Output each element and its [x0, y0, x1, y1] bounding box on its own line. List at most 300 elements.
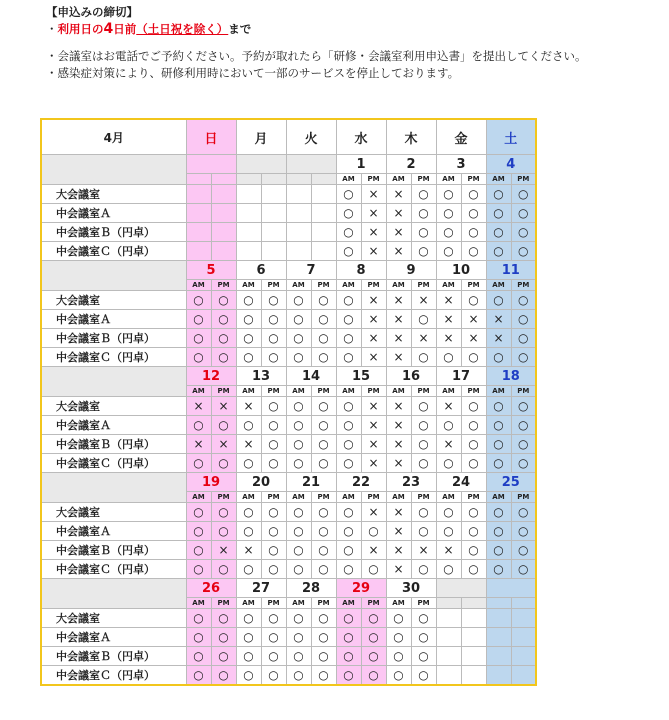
room-availability-row: [41, 291, 536, 310]
availability-slot: [186, 185, 211, 204]
date-cell: 30: [386, 579, 436, 598]
availability-slot: ○: [486, 522, 511, 541]
room-availability-row: [41, 435, 536, 454]
availability-slot: ○: [236, 628, 261, 647]
availability-slot: ○: [186, 454, 211, 473]
availability-slot: ×: [386, 329, 411, 348]
availability-slot: ○: [261, 397, 286, 416]
room-availability-row: [41, 541, 536, 560]
date-cell: 3: [436, 155, 486, 174]
pm-label: PM: [211, 280, 236, 291]
availability-slot: ○: [211, 416, 236, 435]
availability-slot: ○: [261, 541, 286, 560]
availability-slot: ○: [361, 560, 386, 579]
availability-slot: ○: [486, 416, 511, 435]
date-cell: 26: [186, 579, 236, 598]
availability-slot: ×: [236, 397, 261, 416]
availability-slot: ○: [286, 522, 311, 541]
date-cell: [436, 579, 486, 598]
date-cell: 21: [286, 473, 336, 492]
availability-slot: ○: [436, 185, 461, 204]
availability-slot: [511, 609, 536, 628]
availability-slot: ×: [436, 541, 461, 560]
availability-slot: [311, 204, 336, 223]
am-label: AM: [286, 598, 311, 609]
am-label: AM: [386, 492, 411, 503]
availability-slot: ○: [511, 204, 536, 223]
pm-label: PM: [261, 492, 286, 503]
availability-slot: ○: [361, 666, 386, 686]
availability-slot: ×: [436, 435, 461, 454]
am-label: AM: [286, 280, 311, 291]
week-label-cell: [41, 261, 186, 291]
availability-slot: ○: [311, 628, 336, 647]
availability-slot: ○: [386, 666, 411, 686]
availability-slot: ×: [386, 291, 411, 310]
date-cell: 17: [436, 367, 486, 386]
availability-slot: ○: [486, 291, 511, 310]
date-cell: 22: [336, 473, 386, 492]
availability-slot: [311, 242, 336, 261]
date-cell: 18: [486, 367, 536, 386]
am-label: AM: [336, 598, 361, 609]
availability-slot: [261, 185, 286, 204]
availability-slot: ○: [411, 503, 436, 522]
availability-slot: ○: [461, 348, 486, 367]
availability-slot: ×: [211, 397, 236, 416]
pm-label: PM: [361, 174, 386, 185]
availability-slot: ○: [486, 185, 511, 204]
availability-slot: ×: [436, 329, 461, 348]
availability-slot: ×: [386, 560, 411, 579]
availability-slot: ○: [261, 628, 286, 647]
room-name: 中会議室Ａ: [41, 522, 186, 541]
room-name: 中会議室Ｂ（円卓）: [41, 329, 186, 348]
availability-slot: [311, 185, 336, 204]
date-cell: 13: [236, 367, 286, 386]
availability-slot: ○: [236, 348, 261, 367]
am-label: AM: [436, 280, 461, 291]
room-availability-row: [41, 454, 536, 473]
availability-slot: ○: [486, 242, 511, 261]
availability-slot: ○: [261, 416, 286, 435]
pm-label: PM: [511, 174, 536, 185]
availability-slot: ○: [411, 397, 436, 416]
availability-slot: ○: [311, 291, 336, 310]
am-label: AM: [336, 280, 361, 291]
availability-slot: ○: [186, 541, 211, 560]
room-availability-row: [41, 522, 536, 541]
availability-slot: ○: [211, 647, 236, 666]
availability-slot: ○: [411, 522, 436, 541]
am-label: AM: [386, 174, 411, 185]
availability-slot: ○: [511, 310, 536, 329]
availability-slot: ×: [361, 541, 386, 560]
am-label: AM: [336, 386, 361, 397]
availability-slot: ×: [236, 435, 261, 454]
availability-slot: ×: [361, 223, 386, 242]
availability-slot: ○: [361, 522, 386, 541]
availability-slot: ○: [211, 628, 236, 647]
date-cell: 19: [186, 473, 236, 492]
pm-label: PM: [411, 280, 436, 291]
availability-slot: ○: [186, 503, 211, 522]
availability-slot: ○: [461, 223, 486, 242]
availability-slot: [211, 242, 236, 261]
availability-slot: ○: [236, 609, 261, 628]
availability-slot: ○: [261, 435, 286, 454]
availability-slot: ○: [336, 185, 361, 204]
availability-slot: [461, 647, 486, 666]
availability-slot: ○: [286, 503, 311, 522]
availability-slot: ×: [386, 503, 411, 522]
pm-label: PM: [211, 598, 236, 609]
availability-slot: ○: [386, 628, 411, 647]
availability-slot: [286, 185, 311, 204]
availability-slot: ○: [286, 666, 311, 686]
availability-slot: ○: [436, 454, 461, 473]
deadline-exclusion: （土日祝を除く）: [136, 22, 229, 36]
availability-slot: ○: [486, 204, 511, 223]
am-label: AM: [486, 280, 511, 291]
availability-slot: [486, 609, 511, 628]
availability-slot: ○: [236, 647, 261, 666]
date-cell: 5: [186, 261, 236, 280]
date-cell: 29: [336, 579, 386, 598]
availability-slot: ○: [186, 348, 211, 367]
availability-slot: [261, 223, 286, 242]
room-name: 中会議室Ｂ（円卓）: [41, 435, 186, 454]
availability-slot: [236, 223, 261, 242]
availability-slot: ○: [336, 560, 361, 579]
availability-slot: ○: [286, 416, 311, 435]
deadline-bullet: ・: [46, 22, 58, 36]
availability-slot: [511, 628, 536, 647]
pm-label: PM: [511, 280, 536, 291]
availability-slot: ○: [511, 435, 536, 454]
date-cell: 24: [436, 473, 486, 492]
availability-slot: ○: [186, 560, 211, 579]
pm-label: PM: [461, 386, 486, 397]
availability-slot: ○: [486, 454, 511, 473]
availability-slot: ○: [286, 291, 311, 310]
availability-slot: ○: [411, 560, 436, 579]
availability-slot: ○: [311, 435, 336, 454]
availability-slot: ×: [411, 541, 436, 560]
availability-slot: ○: [311, 647, 336, 666]
availability-slot: [486, 628, 511, 647]
room-availability-row: [41, 609, 536, 628]
availability-slot: ○: [486, 503, 511, 522]
pm-label: PM: [261, 598, 286, 609]
weekday-header: 木: [386, 119, 436, 155]
am-label: AM: [336, 174, 361, 185]
availability-slot: ○: [236, 503, 261, 522]
availability-slot: ×: [361, 348, 386, 367]
room-availability-row: [41, 242, 536, 261]
availability-slot: ○: [486, 348, 511, 367]
availability-slot: ○: [411, 454, 436, 473]
availability-slot: ○: [461, 204, 486, 223]
availability-slot: [286, 242, 311, 261]
availability-slot: ×: [386, 204, 411, 223]
availability-slot: ○: [336, 348, 361, 367]
availability-slot: [186, 223, 211, 242]
availability-slot: ×: [211, 435, 236, 454]
availability-slot: ○: [211, 348, 236, 367]
availability-slot: ○: [236, 454, 261, 473]
availability-slot: [511, 666, 536, 686]
room-name: 大会議室: [41, 609, 186, 628]
room-availability-row: [41, 647, 536, 666]
availability-slot: ○: [261, 609, 286, 628]
am-label: AM: [386, 280, 411, 291]
date-cell: 20: [236, 473, 286, 492]
week-1-date-row: [41, 155, 536, 174]
availability-slot: ○: [311, 560, 336, 579]
room-name: 中会議室Ａ: [41, 628, 186, 647]
availability-slot: ×: [386, 348, 411, 367]
availability-slot: ×: [361, 397, 386, 416]
date-cell: [236, 155, 286, 174]
room-availability-row: [41, 329, 536, 348]
room-availability-row: [41, 310, 536, 329]
availability-slot: ○: [186, 416, 211, 435]
availability-slot: ○: [186, 628, 211, 647]
availability-slot: ×: [361, 291, 386, 310]
availability-slot: ○: [511, 185, 536, 204]
pm-label: PM: [461, 174, 486, 185]
availability-slot: [261, 242, 286, 261]
availability-slot: ○: [186, 310, 211, 329]
availability-slot: ○: [511, 291, 536, 310]
deadline-heading: 【申込みの締切】: [46, 5, 138, 19]
am-label: AM: [486, 174, 511, 185]
availability-slot: ○: [511, 348, 536, 367]
room-availability-row: [41, 348, 536, 367]
availability-slot: ○: [311, 348, 336, 367]
availability-slot: ×: [361, 329, 386, 348]
availability-slot: ○: [211, 560, 236, 579]
am-label: AM: [236, 386, 261, 397]
date-cell: 27: [236, 579, 286, 598]
week-label-cell: [41, 473, 186, 503]
availability-slot: ○: [436, 522, 461, 541]
availability-slot: ○: [336, 435, 361, 454]
room-name: 中会議室Ｂ（円卓）: [41, 647, 186, 666]
availability-slot: ○: [236, 666, 261, 686]
availability-slot: [436, 666, 461, 686]
deadline-line: [46, 21, 587, 38]
availability-slot: ×: [386, 397, 411, 416]
availability-slot: ○: [461, 503, 486, 522]
availability-slot: ○: [211, 503, 236, 522]
availability-slot: [286, 204, 311, 223]
availability-slot: ○: [336, 242, 361, 261]
date-cell: 8: [336, 261, 386, 280]
availability-slot: ○: [486, 397, 511, 416]
availability-slot: ○: [261, 329, 286, 348]
pm-label: PM: [411, 386, 436, 397]
pm-label: [311, 174, 336, 185]
availability-slot: ○: [261, 503, 286, 522]
availability-slot: ○: [511, 397, 536, 416]
availability-slot: ○: [236, 416, 261, 435]
availability-slot: [286, 223, 311, 242]
availability-slot: ○: [236, 329, 261, 348]
pm-label: PM: [311, 386, 336, 397]
availability-slot: [461, 609, 486, 628]
date-cell: 28: [286, 579, 336, 598]
availability-slot: ○: [186, 329, 211, 348]
availability-slot: ○: [411, 435, 436, 454]
availability-slot: ○: [336, 310, 361, 329]
availability-slot: ○: [286, 397, 311, 416]
am-label: AM: [236, 492, 261, 503]
availability-slot: ○: [411, 416, 436, 435]
availability-slot: ○: [411, 223, 436, 242]
availability-slot: [461, 666, 486, 686]
room-name: 大会議室: [41, 185, 186, 204]
date-cell: [286, 155, 336, 174]
availability-slot: ○: [186, 609, 211, 628]
pm-label: PM: [311, 598, 336, 609]
availability-slot: ○: [286, 647, 311, 666]
availability-slot: ○: [311, 397, 336, 416]
availability-slot: ×: [386, 185, 411, 204]
availability-slot: [311, 223, 336, 242]
deadline-days-number: 4: [103, 21, 114, 37]
pm-label: PM: [411, 598, 436, 609]
availability-slot: ○: [336, 628, 361, 647]
availability-slot: ×: [236, 541, 261, 560]
pm-label: [461, 598, 486, 609]
availability-calendar: [40, 118, 537, 686]
week-5-date-row: [41, 579, 536, 598]
pm-label: PM: [511, 492, 536, 503]
availability-slot: ○: [336, 223, 361, 242]
availability-slot: ○: [511, 522, 536, 541]
am-label: AM: [286, 386, 311, 397]
room-name: 中会議室Ａ: [41, 204, 186, 223]
room-availability-row: [41, 223, 536, 242]
am-label: [286, 174, 311, 185]
availability-slot: ×: [386, 435, 411, 454]
date-cell: 12: [186, 367, 236, 386]
weekday-header-row: [41, 119, 536, 155]
availability-slot: ×: [361, 435, 386, 454]
availability-slot: ×: [461, 329, 486, 348]
availability-slot: ○: [486, 560, 511, 579]
date-cell: 7: [286, 261, 336, 280]
availability-slot: ○: [511, 223, 536, 242]
availability-slot: ○: [261, 666, 286, 686]
availability-slot: ○: [411, 185, 436, 204]
availability-slot: ×: [386, 416, 411, 435]
availability-slot: ○: [186, 666, 211, 686]
date-cell: 11: [486, 261, 536, 280]
date-cell: 6: [236, 261, 286, 280]
availability-slot: ×: [436, 310, 461, 329]
availability-slot: ○: [436, 242, 461, 261]
availability-slot: ○: [336, 541, 361, 560]
room-availability-row: [41, 397, 536, 416]
am-label: AM: [286, 492, 311, 503]
am-label: AM: [186, 492, 211, 503]
date-cell: 4: [486, 155, 536, 174]
availability-slot: ○: [511, 242, 536, 261]
availability-slot: ○: [486, 435, 511, 454]
availability-slot: [211, 185, 236, 204]
availability-slot: ○: [311, 416, 336, 435]
availability-slot: [236, 242, 261, 261]
date-cell: [486, 579, 536, 598]
availability-slot: ○: [411, 628, 436, 647]
am-label: AM: [436, 386, 461, 397]
availability-slot: ×: [411, 329, 436, 348]
availability-slot: ○: [211, 291, 236, 310]
weekday-header: 土: [486, 119, 536, 155]
availability-slot: [436, 628, 461, 647]
availability-slot: ○: [311, 609, 336, 628]
availability-slot: ○: [311, 310, 336, 329]
availability-slot: [486, 666, 511, 686]
availability-slot: ○: [311, 329, 336, 348]
availability-slot: ○: [336, 647, 361, 666]
availability-slot: ○: [336, 416, 361, 435]
availability-slot: [186, 242, 211, 261]
availability-slot: ×: [361, 242, 386, 261]
availability-slot: ○: [386, 647, 411, 666]
availability-slot: ×: [361, 185, 386, 204]
availability-slot: ○: [336, 666, 361, 686]
availability-slot: ×: [386, 223, 411, 242]
room-availability-row: [41, 416, 536, 435]
availability-slot: ○: [286, 609, 311, 628]
weekday-header: 月: [236, 119, 286, 155]
availability-slot: ×: [186, 435, 211, 454]
availability-slot: ○: [461, 454, 486, 473]
deadline-text-3: まで: [228, 22, 252, 36]
availability-slot: ○: [411, 609, 436, 628]
am-label: [486, 598, 511, 609]
availability-slot: ○: [486, 541, 511, 560]
room-name: 中会議室Ｃ（円卓）: [41, 242, 186, 261]
availability-slot: ×: [461, 310, 486, 329]
availability-slot: ○: [461, 242, 486, 261]
availability-slot: ○: [511, 560, 536, 579]
availability-slot: ○: [386, 609, 411, 628]
pm-label: PM: [361, 492, 386, 503]
room-name: 大会議室: [41, 503, 186, 522]
availability-slot: ○: [261, 560, 286, 579]
date-cell: 15: [336, 367, 386, 386]
room-availability-row: [41, 503, 536, 522]
availability-slot: ○: [286, 310, 311, 329]
room-name: 中会議室Ａ: [41, 416, 186, 435]
am-label: AM: [236, 280, 261, 291]
pm-label: PM: [211, 386, 236, 397]
availability-slot: ○: [186, 647, 211, 666]
availability-slot: ○: [411, 348, 436, 367]
availability-slot: [186, 204, 211, 223]
availability-slot: ○: [411, 242, 436, 261]
pm-label: PM: [211, 492, 236, 503]
availability-slot: [236, 204, 261, 223]
deadline-text-2: 日前: [113, 22, 137, 36]
pm-label: PM: [461, 280, 486, 291]
availability-slot: ○: [286, 560, 311, 579]
